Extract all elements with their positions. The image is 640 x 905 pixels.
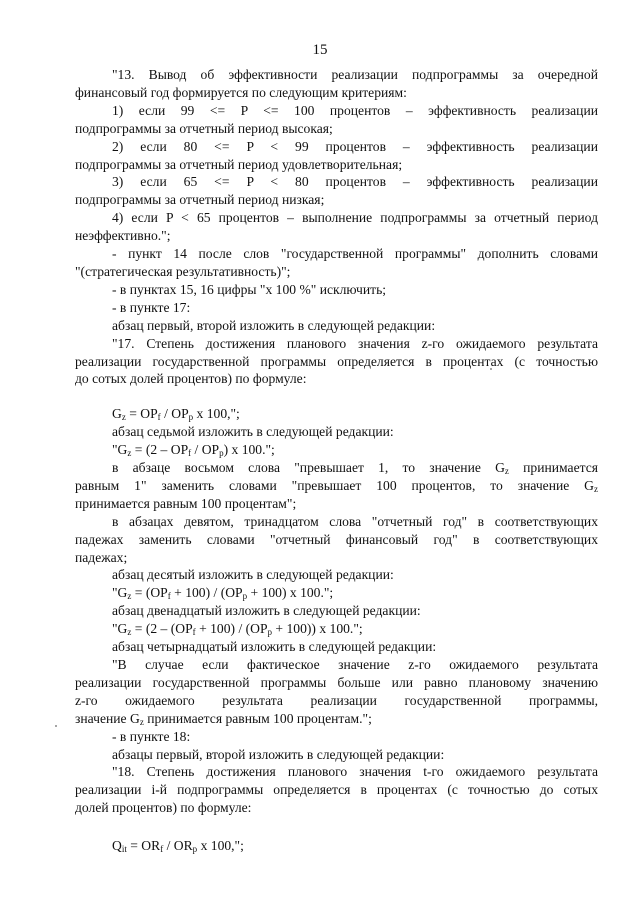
document-body <box>75 66 598 855</box>
criterion-4-line2: неэффективно."; <box>75 228 171 244</box>
item-18-text-line3: долей процентов) по формуле: <box>75 800 252 816</box>
paragraph-9-line2: падежах заменить словами "отчетный финансовый год" в соответствующих <box>75 531 598 547</box>
criterion-1-line1: 1) если 99 <= P <= 100 процентов – эффективность реализации <box>112 102 598 118</box>
paragraph-10-instruction: абзац десятый изложить в следующей редакции: <box>112 567 394 583</box>
paragraph-9-line3: падежах; <box>75 549 128 565</box>
item-14-line2: "(стратегическая результативность)"; <box>75 263 291 279</box>
paragraph-8-line2: равным 1" заменить словами "превышает 100 процентов, то значение $G_z$ <box>75 477 598 494</box>
paragraph-9-line1: в абзацах девятом, тринадцатом слова "отчетный год" в соответствующих <box>112 513 598 529</box>
paragraph-14-text-line2: реализации государственной программы больше или равно плановому значению <box>75 674 598 690</box>
item-17-text-line2: реализации государственной программы определяется в процентах (с точностью <box>75 353 598 369</box>
paragraph-7-instruction: абзац седьмой изложить в следующей редакции: <box>112 424 394 440</box>
paragraph-12-instruction: абзац двенадцатый изложить в следующей редакции: <box>112 603 421 619</box>
paragraph-8-line3: принимается равным 100 процентам"; <box>75 495 297 511</box>
paragraph-14-text-line1: "В случае если фактическое значение z-го ожидаемого результата <box>112 657 598 672</box>
paragraph-14-text-line3: z-го ожидаемого результата реализации государственной программы, <box>75 692 598 708</box>
criterion-4-line1: 4) если P < 65 процентов – выполнение подпрограммы за отчетный период <box>112 210 598 226</box>
formula-2: "$G_z = (2 - OP_f / OP_p)$ х 100."; <box>112 442 275 459</box>
item-18-text-line2: реализации i-й подпрограммы определяется в процентах (с точностью до сотых <box>75 782 598 798</box>
item-18-text-line1: "18. Степень достижения планового значения t-го ожидаемого результата <box>112 764 598 780</box>
formula-3: "$G_z = (OP_f + 100) / (OP_p + 100)$ х 100."; <box>112 585 334 602</box>
formula-4: "$G_z = (2 - (OP_f + 100) / (OP_p + 100))$ х 100."; <box>112 621 363 638</box>
item-14-line1: - пункт 14 после слов "государственной программы" дополнить словами <box>112 246 598 262</box>
criterion-2-line2: подпрограммы за отчетный период удовлетворительная; <box>75 156 403 172</box>
item-17-intro: - в пункте 17: <box>112 299 191 315</box>
items-15-16: - в пунктах 15, 16 цифры "х 100 %" исключить; <box>112 281 387 297</box>
item-17-text-line1: "17. Степень достижения планового значения z-го ожидаемого результата <box>112 335 598 351</box>
page-number: 15 <box>312 42 328 58</box>
item-13-line2: финансовый год формируется по следующим критериям: <box>75 84 407 100</box>
paragraph-14-instruction: абзац четырнадцатый изложить в следующей редакции: <box>112 639 437 655</box>
item-13-line1: "13. Вывод об эффективности реализации подпрограммы за очередной <box>112 67 598 82</box>
paragraph-14-text-line4: значение $G_z$ принимается равным 100 процентам."; <box>75 710 372 727</box>
criterion-1-line2: подпрограммы за отчетный период высокая; <box>75 120 333 136</box>
formula-1: $G_z = OP_f / OP_p$ х 100,"; <box>112 406 240 423</box>
item-17-paragraphs: абзац первый, второй изложить в следующей редакции: <box>112 317 436 333</box>
scan-speck <box>55 725 57 727</box>
criterion-2-line1: 2) если 80 <= P < 99 процентов – эффективность реализации <box>112 138 598 154</box>
criterion-3-line1: 3) если 65 <= P < 80 процентов – эффективность реализации <box>112 174 598 190</box>
formula-5: $Q_{it} = OR_f / OR_p$ х 100,"; <box>112 838 244 855</box>
item-18-intro: - в пункте 18: <box>112 728 191 744</box>
item-17-text-line3: до сотых долей процентов) по формуле: <box>75 371 307 387</box>
paragraph-8-line1: в абзаце восьмом слова "превышает 1, то значение $G_z$ принимается <box>112 460 598 477</box>
item-18-paragraphs: абзацы первый, второй изложить в следующей редакции: <box>112 746 445 762</box>
criterion-3-line2: подпрограммы за отчетный период низкая; <box>75 192 325 208</box>
